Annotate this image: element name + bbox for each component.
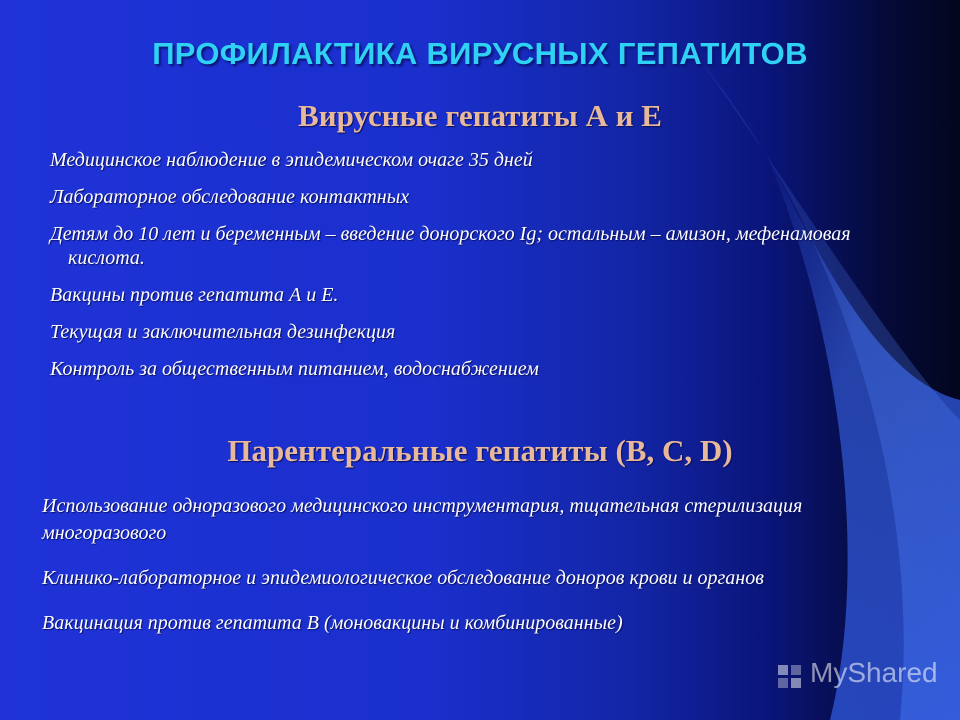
list-item: Детям до 10 лет и беременным – введение донорского Ig; остальным – амизон, мефенамовая кислота. — [50, 223, 851, 269]
slide-title: ПРОФИЛАКТИКА ВИРУСНЫХ ГЕПАТИТОВ — [152, 36, 808, 71]
section-a-list — [50, 148, 890, 394]
list-item: Вакцины против гепатита А и Е. — [50, 284, 339, 306]
list-item: Использование одноразового медицинского инструментария, тщательная стерилизация многоразового — [42, 495, 803, 544]
section-b-list — [42, 493, 922, 655]
watermark-text[interactable]: MyShared — [810, 657, 938, 688]
section-a-heading: Вирусные гепатиты А и Е — [298, 98, 662, 133]
list-item: Лабораторное обследование контактных — [50, 186, 410, 208]
list-item: Клинико-лабораторное и эпидемиологическое обследование доноров крови и органов — [42, 567, 764, 589]
myshared-logo-icon — [776, 663, 804, 691]
list-item: Вакцинация против гепатита В (моновакцины и комбинированные) — [42, 612, 623, 634]
list-item: Контроль за общественным питанием, водоснабжением — [50, 358, 539, 380]
section-b-heading: Парентеральные гепатиты (В, С, D) — [227, 433, 733, 468]
list-item: Медицинское наблюдение в эпидемическом очаге 35 дней — [50, 149, 533, 171]
list-item: Текущая и заключительная дезинфекция — [50, 321, 396, 343]
